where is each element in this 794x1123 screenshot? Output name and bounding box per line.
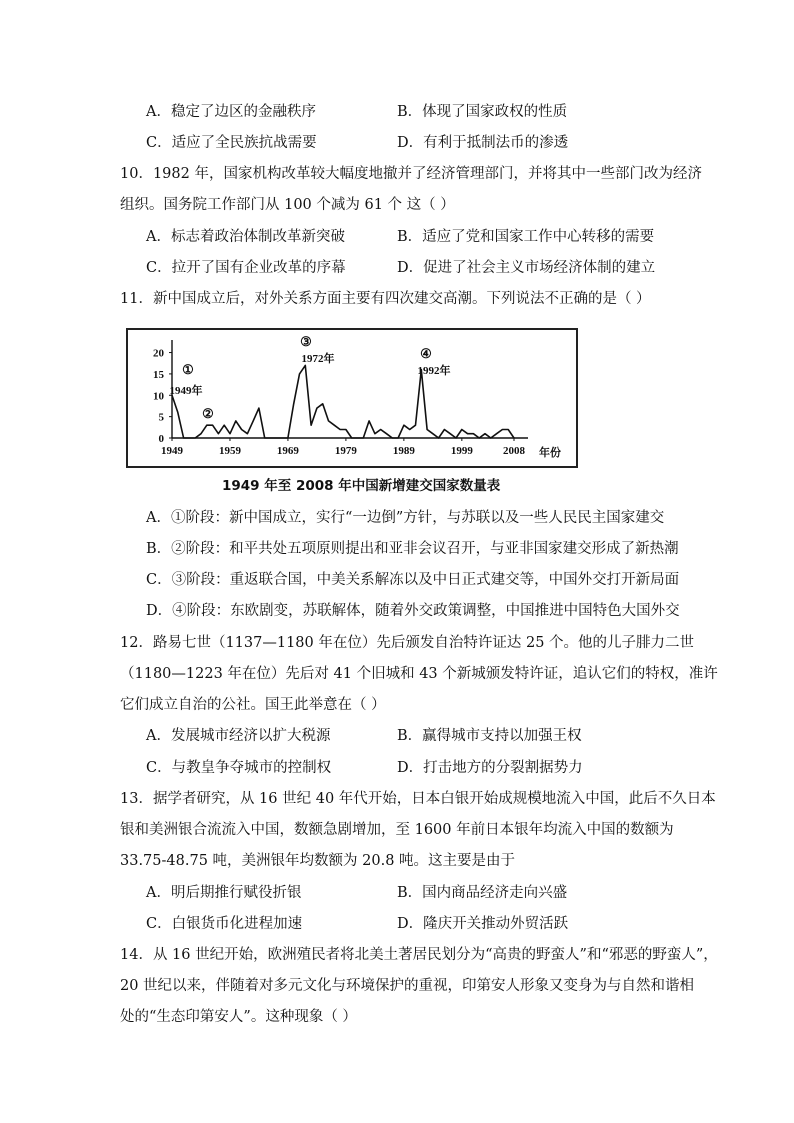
q12-option-a: A．发展城市经济以扩大税源 [146, 728, 331, 744]
x-tick-label: 1979 [334, 445, 357, 457]
annotation-marker: ① [182, 362, 194, 377]
series-line [169, 365, 514, 438]
annotation-year-label: 1972年 [301, 353, 335, 365]
annotation-marker: ② [202, 406, 214, 421]
q9-option-d: D．有利于抵制法币的渗透 [397, 135, 569, 151]
diplomatic-relations-chart [126, 328, 578, 468]
y-tick-label: 0 [158, 433, 164, 445]
q10-option-a: A．标志着政治体制改革新突破 [146, 229, 345, 245]
annotation-year-label: 1949年 [169, 385, 203, 397]
x-tick-label: 1999 [450, 445, 473, 457]
y-tick-label: 5 [158, 411, 164, 424]
q12-stem-line-3: 它们成立自治的公社。国王此举意在（ ） [120, 697, 386, 713]
q13-option-d: D．隆庆开关推动外贸活跃 [397, 916, 569, 932]
y-tick-label: 20 [153, 347, 164, 360]
q10-stem-line-1: 10．1982 年，国家机构改革较大幅度地撤并了经济管理部门，并将其中一些部门改为经济 [120, 166, 702, 182]
q12-stem-line-2: （1180—1223 年在位）先后对 41 个旧城和 43 个新城颁发特许证，追认它们的特权，准许 [120, 666, 718, 682]
chart-svg [128, 330, 576, 466]
q13-stem-line-2: 银和美洲银合流流入中国，数额急剧增加，至 1600 年前日本银年均流入中国的数额为 [120, 822, 674, 838]
y-tick-label: 10 [153, 390, 164, 403]
x-tick-label: 1989 [392, 445, 415, 457]
q12-stem-line-1: 12．路易七世（1137—1180 年在位）先后颁发自治特许证达 25 个。他的儿子腓力二世 [120, 635, 695, 651]
q13-stem-line-3: 33.75-48.75 吨，美洲银年均数额为 20.8 吨。这主要是由于 [120, 853, 516, 869]
q11-option-c: C．③阶段：重返联合国，中美关系解冻以及中日正式建交等，中国外交打开新局面 [146, 572, 680, 588]
q12-option-d: D．打击地方的分裂割据势力 [397, 760, 583, 776]
annotation-marker: ③ [300, 334, 312, 349]
y-tick-label: 15 [153, 368, 164, 381]
q10-option-c: C．拉开了国有企业改革的序幕 [146, 260, 346, 276]
q9-option-c: C．适应了全民族抗战需要 [146, 135, 317, 151]
q10-option-d: D．促进了社会主义市场经济体制的建立 [397, 260, 656, 276]
q9-option-a: A．稳定了边区的金融秩序 [146, 104, 316, 120]
x-axis-label: 年份 [539, 447, 561, 459]
q9-option-b: B．体现了国家政权的性质 [397, 104, 568, 120]
annotation-marker: ④ [420, 346, 432, 361]
q13-option-a: A．明后期推行赋役折银 [146, 885, 302, 901]
q14-stem-line-1: 14．从 16 世纪开始，欧洲殖民者将北美土著居民划分为“高贵的野蛮人”和“邪恶的野蛮人”， [120, 947, 718, 963]
q11-option-a: A．①阶段：新中国成立，实行“一边倒”方针，与苏联以及一些人民民主国家建交 [146, 510, 665, 526]
q12-option-b: B．赢得城市支持以加强王权 [397, 728, 582, 744]
q11-option-d: D．④阶段：东欧剧变，苏联解体，随着外交政策调整，中国推进中国特色大国外交 [146, 603, 680, 619]
q11-stem: 11．新中国成立后，对外关系方面主要有四次建交高潮。下列说法不正确的是（ ） [120, 291, 651, 307]
x-tick-label: 2008 [503, 445, 525, 457]
q14-stem-line-2: 20 世纪以来，伴随着对多元文化与环境保护的重视，印第安人形象又变身为与自然和谐相 [120, 978, 695, 994]
chart-caption: 1949 年至 2008 年中国新增建交国家数量表 [222, 478, 501, 494]
annotation-year-label: 1992年 [417, 365, 451, 377]
q14-stem-line-3: 处的“生态印第安人”。这种现象（ ） [120, 1009, 357, 1025]
q11-option-b: B．②阶段：和平共处五项原则提出和亚非会议召开，与亚非国家建交形成了新热潮 [146, 541, 679, 557]
q13-option-b: B．国内商品经济走向兴盛 [397, 885, 568, 901]
x-tick-label: 1949 [161, 445, 183, 457]
q10-option-b: B．适应了党和国家工作中心转移的需要 [397, 229, 655, 245]
q10-stem-line-2: 组织。国务院工作部门从 100 个减为 61 个 这（ ） [120, 197, 455, 213]
q12-option-c: C．与教皇争夺城市的控制权 [146, 760, 332, 776]
q13-stem-line-1: 13．据学者研究，从 16 世纪 40 年代开始，日本白银开始成规模地流入中国，此后不久日本 [120, 791, 716, 807]
q13-option-c: C．白银货币化进程加速 [146, 916, 303, 932]
x-tick-label: 1959 [218, 445, 241, 457]
x-tick-label: 1969 [276, 445, 299, 457]
